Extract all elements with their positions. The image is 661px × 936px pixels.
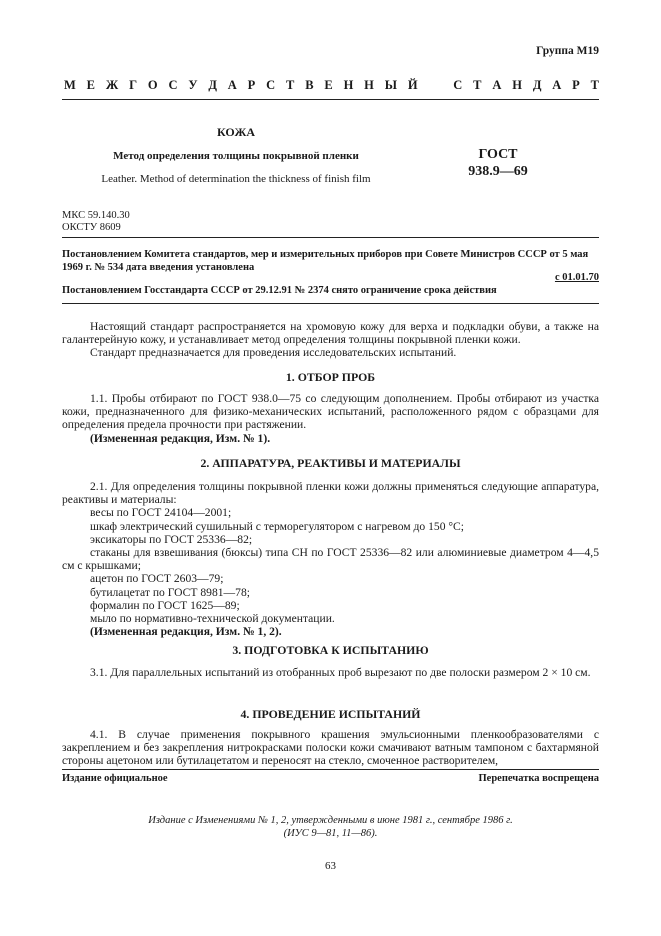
decree-first: Постановлением Комитета стандартов, мер и измерительных приборов при Совете Министров СССР от 5 мая 1969 г. № 534 дата введения установлена: [62, 249, 589, 273]
banner-letter: Н: [512, 78, 522, 92]
banner-letter: Р: [247, 78, 256, 92]
decree-second: Постановлением Госстандарта СССР от 29.12.91 № 2374 снято ограничение срока действия: [62, 285, 497, 296]
banner-letter: Д: [208, 78, 217, 92]
mks-code: МКС 59.140.30: [62, 210, 130, 221]
revision-note: (Измененная редакция, Изм. № 1).: [90, 431, 271, 445]
banner-letter: С: [453, 78, 463, 92]
banner-letter: Т: [473, 78, 482, 92]
banner-letter: Т: [286, 78, 295, 92]
banner-letter: Й: [407, 78, 418, 92]
list-item: ацетон по ГОСТ 2603—79;: [90, 572, 224, 586]
effective-date: с 01.01.70: [554, 272, 599, 283]
banner-letter: Н: [364, 78, 374, 92]
banner-letter: А: [492, 78, 502, 92]
official-edition: Издание официальное: [62, 773, 168, 784]
banner-letter: Е: [324, 78, 333, 92]
banner-letter: С: [168, 78, 178, 92]
banner-letter: А: [227, 78, 237, 92]
amendment-note: [62, 814, 599, 840]
section-body: [62, 392, 599, 445]
banner-letter: У: [188, 78, 198, 92]
banner-letter: Р: [572, 78, 580, 92]
section-body: [62, 666, 599, 679]
list-item: шкаф электрический сушильный с терморегулятором с нагревом до 150 °С;: [90, 519, 464, 533]
banner-letter: С: [266, 78, 276, 92]
gost-number: [438, 146, 558, 180]
list-item: эксикаторы по ГОСТ 25336—82;: [90, 532, 253, 546]
banner-letter: О: [147, 78, 158, 92]
okstu-code: ОКСТУ 8609: [62, 222, 121, 233]
gost-code: 938.9—69: [468, 164, 528, 179]
section-heading: 4. ПРОВЕДЕНИЕ ИСПЫТАНИЙ: [240, 707, 421, 721]
clause-4-1: 4.1. В случае применения покрывного крашения эмульсионными пленкообразователями с закреплением и без закрепления нитрокрасками полоски кожи смачивают ватным тампоном с бахтармяной стороны ацетоном или бутилацетатом и переносят на стекло, смоченное растворителем,: [62, 728, 599, 768]
intro-paragraph: Стандарт предназначается для проведения исследовательских испытаний.: [90, 346, 457, 360]
banner-letter: В: [305, 78, 314, 92]
group-code: Группа М19: [536, 45, 599, 57]
banner-letter: Е: [86, 78, 95, 92]
intro: [62, 320, 599, 360]
amendment-line: (ИУС 9—81, 11—86).: [283, 828, 378, 839]
list-item: стаканы для взвешивания (бюксы) типа СН по ГОСТ 25336—82 или алюминиевые диаметром 4—4,5 см с крышками;: [62, 546, 599, 573]
standard-banner: [64, 78, 599, 93]
clause-2-1: 2.1. Для определения толщины покрывной пленки кожи должны применяться следующие аппаратура, реактивы и материалы:: [62, 480, 599, 507]
gost-label: ГОСТ: [478, 147, 518, 162]
list-item: бутилацетат по ГОСТ 8981—78;: [90, 585, 250, 599]
revision-note: (Измененная редакция, Изм. № 1, 2).: [90, 625, 282, 639]
amendment-line: Издание с Изменениями № 1, 2, утвержденными в июне 1981 г., сентябре 1986 г.: [148, 815, 513, 826]
banner-letter: А: [552, 78, 562, 92]
banner-letter: М: [64, 78, 76, 92]
clause-3-1: 3.1. Для параллельных испытаний из отобранных проб вырезают по две полоски размером 2 × 10 см.: [90, 666, 591, 679]
reprint-notice: Перепечатка воспрещена: [478, 773, 599, 784]
list-item: весы по ГОСТ 24104—2001;: [90, 506, 232, 520]
intro-paragraph: Настоящий стандарт распространяется на хромовую кожу для верха и подкладки обуви, а также на галантерейную кожу, и устанавливает метод определения толщины покрывной пленки кожи.: [62, 320, 599, 347]
header-rule: [62, 99, 599, 100]
document-title: КОЖА: [217, 125, 255, 139]
banner-letter: Н: [343, 78, 354, 92]
section-body: [62, 480, 599, 638]
document-subtitle-en: Leather. Method of determination the thickness of finish film: [101, 173, 371, 185]
section-body: [62, 728, 599, 768]
footer-rule: [62, 769, 599, 770]
classification-codes: [62, 210, 130, 234]
document-subtitle-ru: Метод определения толщины покрывной пленки: [113, 150, 359, 162]
section-heading: 3. ПОДГОТОВКА К ИСПЫТАНИЮ: [232, 643, 429, 657]
banner-letter: Г: [129, 78, 138, 92]
banner-letter: Ж: [105, 78, 119, 92]
section-heading: 1. ОТБОР ПРОБ: [285, 370, 376, 384]
clause-1-1: 1.1. Пробы отбирают по ГОСТ 938.0—75 со следующим дополнением. Пробы отбирают из участка кожи, предназначенного для физико-механических испытаний, расположенного рядом с образцами для определения предела прочности при растяжении.: [62, 392, 599, 432]
banner-gap: [428, 78, 442, 93]
page-number: 63: [325, 860, 336, 872]
banner-letter: Ы: [384, 78, 398, 92]
banner-letter: Т: [590, 78, 599, 92]
list-item: формалин по ГОСТ 1625—89;: [90, 598, 240, 612]
list-item: мыло по нормативно-технической документации.: [90, 612, 335, 626]
banner-letter: Д: [532, 78, 542, 92]
codes-rule: [62, 237, 599, 238]
decree-rule: [62, 303, 599, 304]
section-heading: 2. АППАРАТУРА, РЕАКТИВЫ И МАТЕРИАЛЫ: [200, 456, 461, 470]
